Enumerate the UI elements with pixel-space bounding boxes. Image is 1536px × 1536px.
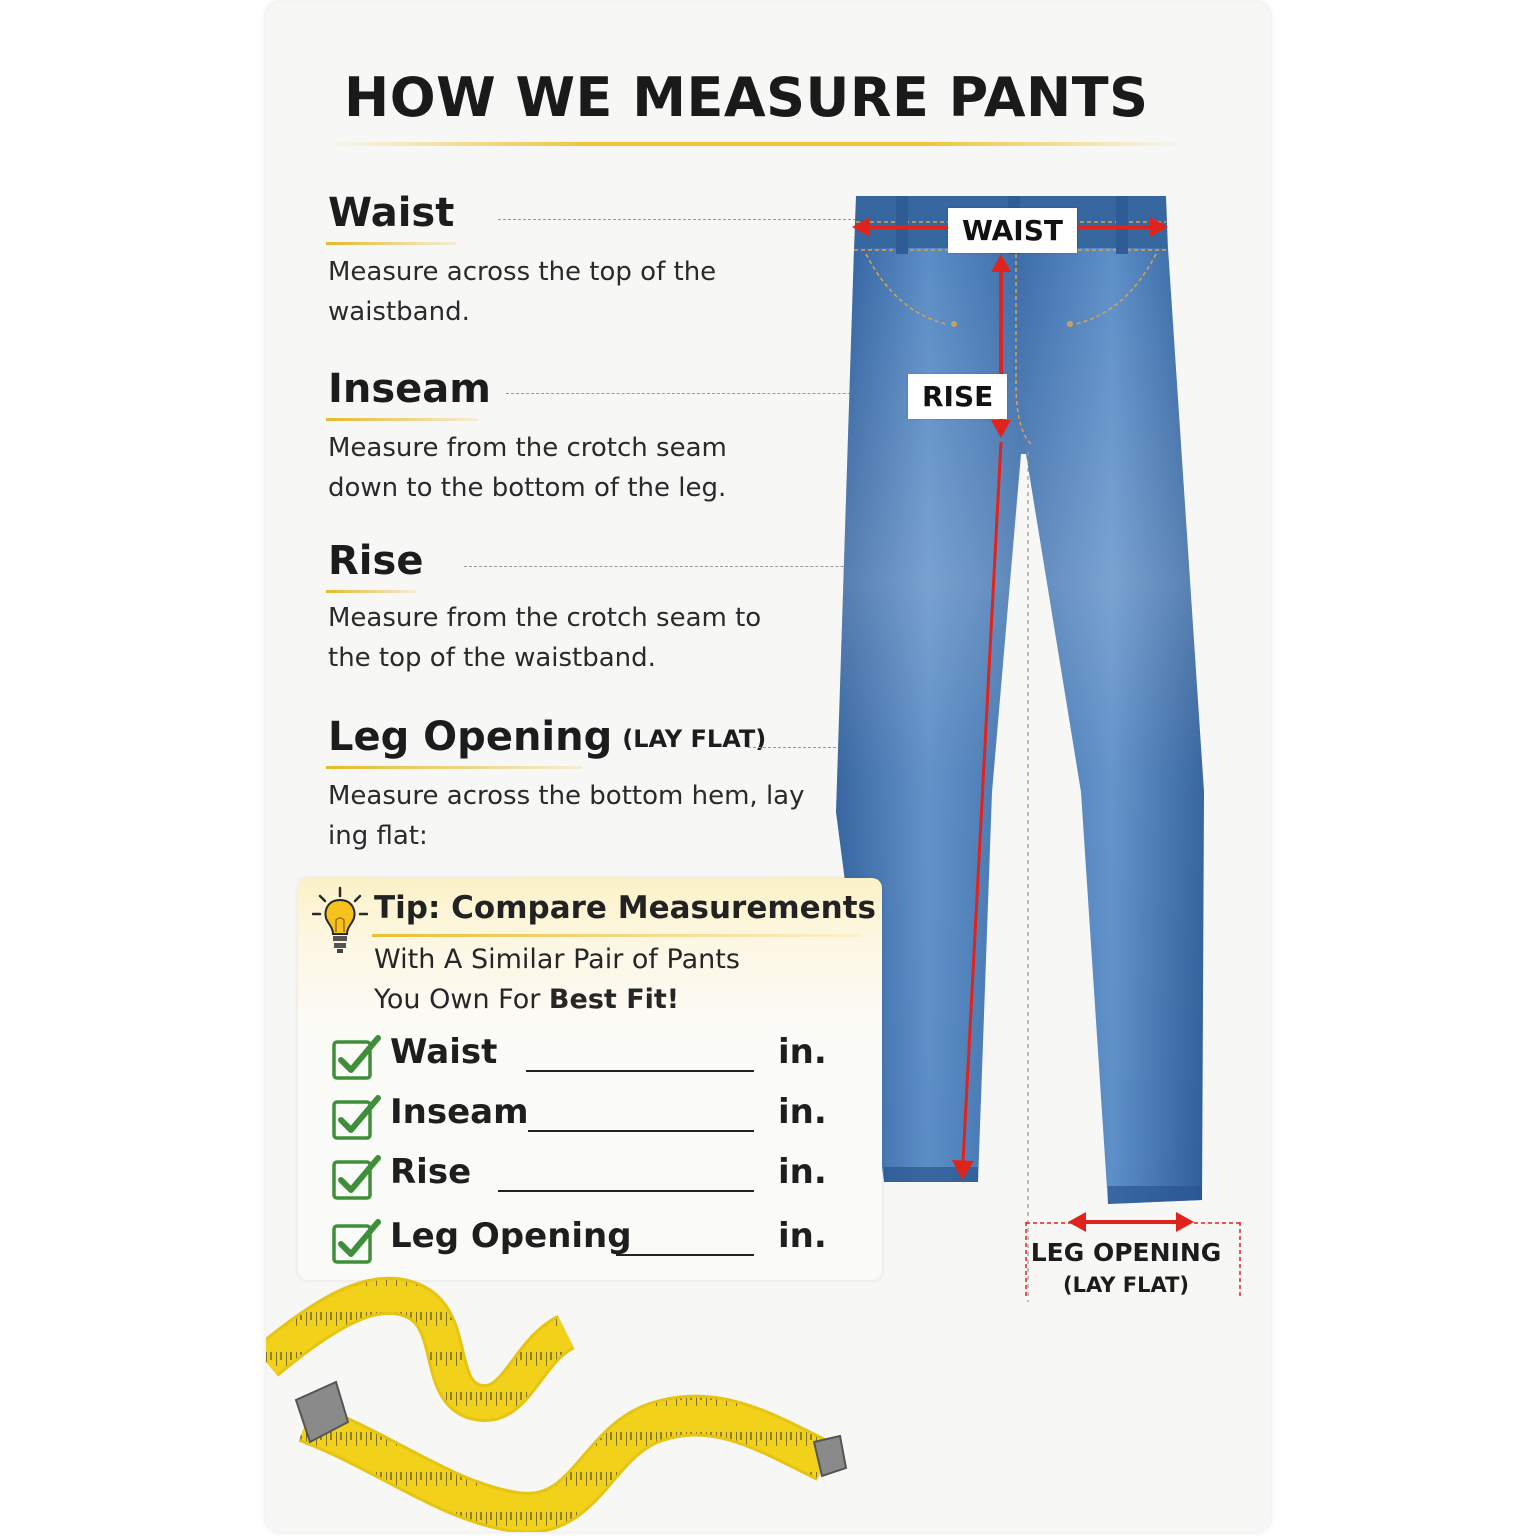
inseam-description: Measure from the crotch seam down to the bottom of the leg.	[328, 433, 727, 503]
tip-body	[374, 940, 854, 1020]
tip-line-2-prefix: You Own For	[374, 984, 549, 1015]
waist-diagram-label: WAIST	[948, 208, 1077, 253]
leg-opening-description: Measure across the bottom hem, lay ing flat:	[328, 781, 805, 851]
leg-opening-heading-note: (LAY FLAT)	[622, 725, 767, 753]
tip-line-1: With A Similar Pair of Pants	[374, 944, 740, 975]
waist-underline	[326, 242, 456, 245]
write-in-line	[616, 1254, 754, 1256]
checklist-unit: in.	[778, 1152, 827, 1192]
checkbox-checked-icon	[332, 1218, 382, 1264]
rise-diagram-label: RISE	[908, 374, 1007, 419]
tip-box	[298, 878, 882, 1280]
inseam-heading: Inseam	[328, 366, 491, 412]
checklist-unit: in.	[778, 1216, 827, 1256]
tip-title: Tip: Compare Measurements	[374, 890, 877, 926]
write-in-line	[528, 1130, 754, 1132]
checkbox-checked-icon	[332, 1034, 382, 1080]
checklist-item-waist	[332, 1032, 872, 1082]
title-underline	[326, 142, 1186, 146]
tip-line-2-bold: Best Fit!	[548, 984, 680, 1015]
lightbulb-icon	[312, 886, 368, 958]
leg-opening-underline	[326, 766, 582, 769]
page-title: HOW WE MEASURE PANTS	[344, 66, 1149, 129]
rise-underline	[326, 590, 416, 593]
infographic-card	[266, 2, 1270, 1532]
checklist-label: Waist	[390, 1032, 498, 1072]
checklist-unit: in.	[778, 1032, 827, 1072]
checklist-item-leg-opening	[332, 1216, 872, 1266]
jeans-diagram	[826, 192, 1246, 1312]
checklist-label: Leg Opening	[390, 1216, 632, 1256]
checklist-item-rise	[332, 1152, 872, 1202]
measuring-tape-icon	[266, 1272, 866, 1532]
checkbox-checked-icon	[332, 1154, 382, 1200]
leg-opening-label-text: LEG OPENING	[1030, 1238, 1222, 1267]
leg-opening-heading-text: Leg Opening	[328, 714, 613, 760]
write-in-line	[498, 1190, 754, 1192]
rise-description: Measure from the crotch seam to the top of the waistband.	[328, 603, 762, 673]
leg-opening-label-note: (LAY FLAT)	[1062, 1273, 1189, 1297]
write-in-line	[526, 1070, 754, 1072]
leg-opening-diagram-label	[1008, 1238, 1244, 1297]
tip-title-underline	[372, 934, 862, 937]
waist-description: Measure across the top of the waistband.	[328, 257, 717, 327]
checklist-unit: in.	[778, 1092, 827, 1132]
rise-heading: Rise	[328, 538, 424, 584]
checklist-label: Rise	[390, 1152, 472, 1192]
inseam-underline	[326, 418, 478, 421]
checklist-label: Inseam	[390, 1092, 529, 1132]
checkbox-checked-icon	[332, 1094, 382, 1140]
waist-leader-line	[498, 219, 856, 220]
waist-heading: Waist	[328, 190, 455, 236]
checklist-item-inseam	[332, 1092, 872, 1142]
leg-opening-heading	[328, 714, 766, 760]
